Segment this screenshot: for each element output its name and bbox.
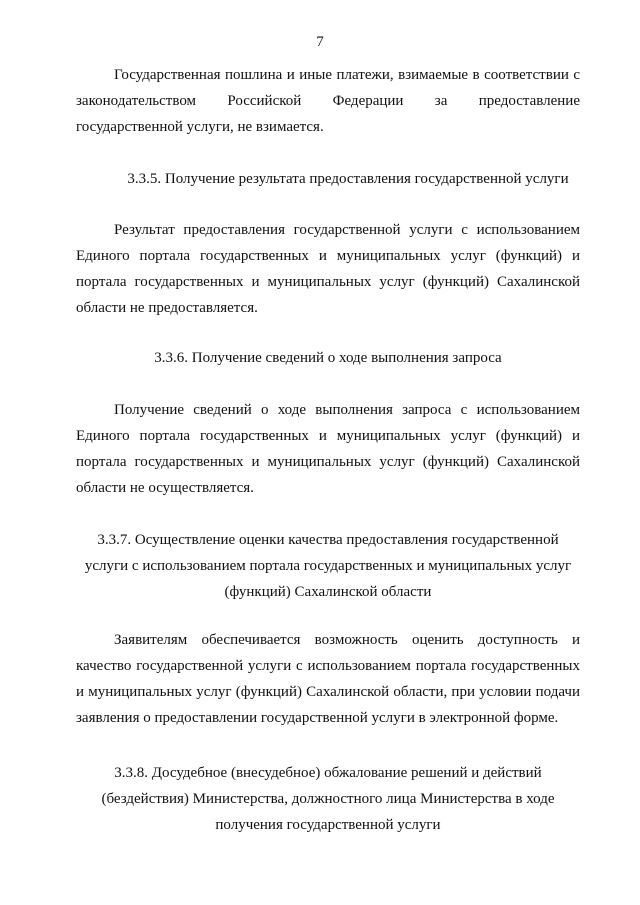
heading-line: (бездействия) Министерства, должностного лица Министерства в ходе xyxy=(101,791,555,807)
section-heading-3-3-6 xyxy=(76,345,580,371)
paragraph-body xyxy=(76,217,580,321)
paragraph-line: области не осуществляется. xyxy=(76,480,254,496)
heading-line: 3.3.7. Осуществление оценки качества предоставления государственной xyxy=(97,532,559,548)
heading-line: (функций) Сахалинской области xyxy=(224,584,432,600)
paragraph-state-fee xyxy=(76,62,580,140)
heading-body xyxy=(76,527,580,605)
paragraph-line: заявления о предоставлении государственной услуги в электронной форме. xyxy=(76,710,559,726)
heading-line: 3.3.5. Получение результата предоставления государственной услуги xyxy=(127,171,569,187)
paragraph-body xyxy=(76,62,580,140)
heading-body xyxy=(76,345,580,371)
paragraph-result xyxy=(76,217,580,321)
paragraph-body xyxy=(76,397,580,501)
paragraph-line: Единого портала государственных и муниципальных услуг (функций) и xyxy=(76,428,580,444)
heading-line: услуги с использованием портала государственных и муниципальных услуг xyxy=(84,558,572,574)
paragraph-line: Единого портала государственных и муниципальных услуг (функций) и xyxy=(76,248,580,264)
heading-line: 3.3.6. Получение сведений о ходе выполнения запроса xyxy=(154,350,502,366)
section-heading-3-3-8 xyxy=(76,760,580,838)
paragraph-body xyxy=(76,627,580,731)
paragraph-line: портала государственных и муниципальных услуг (функций) Сахалинской xyxy=(76,274,580,290)
heading-line: 3.3.8. Досудебное (внесудебное) обжалование решений и действий xyxy=(114,765,542,781)
section-heading-3-3-7 xyxy=(76,527,580,605)
heading-body xyxy=(76,166,580,192)
paragraph-line: области не предоставляется. xyxy=(76,300,258,316)
paragraph-line: и муниципальных услуг (функций) Сахалинской области, при условии подачи xyxy=(76,684,580,700)
heading-line: получения государственной услуги xyxy=(215,817,441,833)
paragraph-line: портала государственных и муниципальных услуг (функций) Сахалинской xyxy=(76,454,580,470)
paragraph-line: Получение сведений о ходе выполнения запроса с использованием xyxy=(114,402,580,418)
paragraph-quality-assessment xyxy=(76,627,580,731)
paragraph-line: качество государственной услуги с использованием портала государственных xyxy=(76,658,580,674)
paragraph-line: Результат предоставления государственной услуги с использованием xyxy=(114,222,580,238)
paragraph-request-status xyxy=(76,397,580,501)
paragraph-line: Государственная пошлина и иные платежи, взимаемые в соответствии с xyxy=(114,67,580,83)
paragraph-line: государственной услуги, не взимается. xyxy=(76,119,324,135)
section-heading-3-3-5 xyxy=(76,166,580,192)
heading-body xyxy=(76,760,580,838)
paragraph-line: Заявителям обеспечивается возможность оценить доступность и xyxy=(114,632,580,648)
page-number: 7 xyxy=(316,34,324,50)
paragraph-line: законодательством Российской Федерации за предоставление xyxy=(76,93,580,109)
